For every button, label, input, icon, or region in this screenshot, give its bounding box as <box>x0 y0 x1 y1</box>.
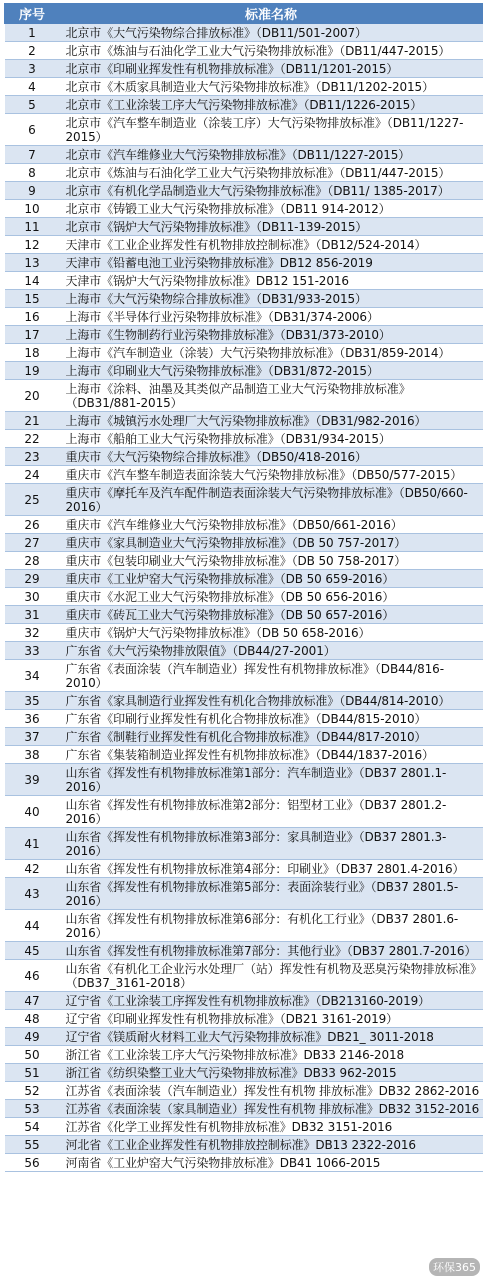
table-row <box>5 218 483 236</box>
watermark: 环保365 <box>429 1258 480 1276</box>
table-row <box>5 860 483 878</box>
row-number: 17 <box>5 326 60 344</box>
standards-table <box>4 3 483 1172</box>
row-number: 26 <box>5 516 60 534</box>
row-number: 6 <box>5 114 60 146</box>
table-row <box>5 1154 483 1172</box>
row-number: 33 <box>5 642 60 660</box>
table-row <box>5 588 483 606</box>
table-row <box>5 828 483 860</box>
table-row <box>5 942 483 960</box>
row-number: 2 <box>5 42 60 60</box>
standard-name: 广东省《印刷行业挥发性有机化合物排放标准》（DB44/815-2010） <box>60 710 483 728</box>
row-number: 25 <box>5 484 60 516</box>
table-row <box>5 1100 483 1118</box>
table-row <box>5 484 483 516</box>
standard-name: 北京市《印刷业挥发性有机物排放标准》（DB11/1201-2015） <box>60 60 483 78</box>
standard-name: 山东省《挥发性有机物排放标准第3部分：家具制造业》（DB37 2801.3-2016） <box>60 828 483 860</box>
row-number: 13 <box>5 254 60 272</box>
table-row <box>5 430 483 448</box>
standard-name: 上海市《印刷业大气污染物排放标准》（DB31/872-2015） <box>60 362 483 380</box>
row-number: 16 <box>5 308 60 326</box>
row-number: 22 <box>5 430 60 448</box>
table-row <box>5 710 483 728</box>
standard-name: 重庆市《工业炉窑大气污染物排放标准》（DB 50 659-2016） <box>60 570 483 588</box>
row-number: 15 <box>5 290 60 308</box>
table-row <box>5 254 483 272</box>
table-row <box>5 466 483 484</box>
table-row <box>5 182 483 200</box>
standard-name: 北京市《锅炉大气污染物排放标准》（DB11-139-2015） <box>60 218 483 236</box>
table-row <box>5 552 483 570</box>
table-row <box>5 1136 483 1154</box>
table-row <box>5 380 483 412</box>
table-row <box>5 960 483 992</box>
header-name: 标准名称 <box>60 4 483 24</box>
table-row <box>5 412 483 430</box>
standard-name: 重庆市《锅炉大气污染物排放标准》（DB 50 658-2016） <box>60 624 483 642</box>
table-row <box>5 764 483 796</box>
table-row <box>5 308 483 326</box>
standard-name: 北京市《铸锻工业大气污染物排放标准》（DB11 914-2012） <box>60 200 483 218</box>
row-number: 32 <box>5 624 60 642</box>
standard-name: 河南省《工业炉窑大气污染物排放标准》DB41 1066-2015 <box>60 1154 483 1172</box>
row-number: 4 <box>5 78 60 96</box>
table-row <box>5 606 483 624</box>
standard-name: 河北省《工业企业挥发性有机物排放控制标准》DB13 2322-2016 <box>60 1136 483 1154</box>
row-number: 24 <box>5 466 60 484</box>
row-number: 47 <box>5 992 60 1010</box>
standard-name: 山东省《挥发性有机物排放标准第6部分：有机化工行业》（DB37 2801.6-2016） <box>60 910 483 942</box>
row-number: 50 <box>5 1046 60 1064</box>
table-row <box>5 878 483 910</box>
row-number: 41 <box>5 828 60 860</box>
standard-name: 辽宁省《镁质耐火材料工业大气污染物排放标准》DB21_ 3011-2018 <box>60 1028 483 1046</box>
row-number: 38 <box>5 746 60 764</box>
standard-name: 北京市《汽车整车制造业（涂装工序）大气污染物排放标准》（DB11/1227-2015） <box>60 114 483 146</box>
table-row <box>5 290 483 308</box>
standard-name: 江苏省《表面涂装（家具制造业）挥发性有机物 排放标准》DB32 3152-2016 <box>60 1100 483 1118</box>
standard-name: 上海市《半导体行业污染物排放标准》（DB31/374-2006） <box>60 308 483 326</box>
row-number: 56 <box>5 1154 60 1172</box>
row-number: 31 <box>5 606 60 624</box>
row-number: 19 <box>5 362 60 380</box>
standard-name: 上海市《城镇污水处理厂大气污染物排放标准》（DB31/982-2016） <box>60 412 483 430</box>
row-number: 11 <box>5 218 60 236</box>
standard-name: 江苏省《化学工业挥发性有机物排放标准》DB32 3151-2016 <box>60 1118 483 1136</box>
table-row <box>5 796 483 828</box>
table-row <box>5 78 483 96</box>
standard-name: 山东省《挥发性有机物排放标准第2部分：铝型材工业》（DB37 2801.2-2016） <box>60 796 483 828</box>
row-number: 10 <box>5 200 60 218</box>
standard-name: 北京市《工业涂装工序大气污染物排放标准》（DB11/1226-2015） <box>60 96 483 114</box>
standard-name: 北京市《汽车维修业大气污染物排放标准》（DB11/1227-2015） <box>60 146 483 164</box>
standard-name: 上海市《船舶工业大气污染物排放标准》（DB31/934-2015） <box>60 430 483 448</box>
standard-name: 浙江省《纺织染整工业大气污染物排放标准》DB33 962-2015 <box>60 1064 483 1082</box>
row-number: 36 <box>5 710 60 728</box>
row-number: 21 <box>5 412 60 430</box>
row-number: 35 <box>5 692 60 710</box>
row-number: 48 <box>5 1010 60 1028</box>
standard-name: 浙江省《工业涂装工序大气污染物排放标准》DB33 2146-2018 <box>60 1046 483 1064</box>
table-row <box>5 1082 483 1100</box>
standard-name: 上海市《生物制药行业污染物排放标准》（DB31/373-2010） <box>60 326 483 344</box>
standard-name: 重庆市《包装印刷业大气污染物排放标准》（DB 50 758-2017） <box>60 552 483 570</box>
standard-name: 重庆市《摩托车及汽车配件制造表面涂装大气污染物排放标准》（DB50/660-2016） <box>60 484 483 516</box>
row-number: 3 <box>5 60 60 78</box>
row-number: 52 <box>5 1082 60 1100</box>
standard-name: 辽宁省《工业涂装工序挥发性有机物排放标准》（DB213160-2019） <box>60 992 483 1010</box>
table-row <box>5 164 483 182</box>
standard-name: 山东省《有机化工企业污水处理厂（站）挥发性有机物及恶臭污染物排放标准》（DB37_3161-2018） <box>60 960 483 992</box>
row-number: 34 <box>5 660 60 692</box>
table-row <box>5 728 483 746</box>
standard-name: 天津市《锅炉大气污染物排放标准》DB12 151-2016 <box>60 272 483 290</box>
row-number: 8 <box>5 164 60 182</box>
row-number: 12 <box>5 236 60 254</box>
table-row <box>5 96 483 114</box>
row-number: 37 <box>5 728 60 746</box>
standard-name: 山东省《挥发性有机物排放标准第1部分：汽车制造业》（DB37 2801.1-2016） <box>60 764 483 796</box>
standard-name: 重庆市《砖瓦工业大气污染物排放标准》（DB 50 657-2016） <box>60 606 483 624</box>
row-number: 29 <box>5 570 60 588</box>
table-row <box>5 624 483 642</box>
table-row <box>5 534 483 552</box>
row-number: 28 <box>5 552 60 570</box>
row-number: 1 <box>5 24 60 42</box>
table-row <box>5 146 483 164</box>
table-row <box>5 660 483 692</box>
row-number: 18 <box>5 344 60 362</box>
table-row <box>5 200 483 218</box>
standard-name: 广东省《大气污染物排放限值》（DB44/27-2001） <box>60 642 483 660</box>
table-row <box>5 326 483 344</box>
row-number: 5 <box>5 96 60 114</box>
table-row <box>5 60 483 78</box>
table-row <box>5 362 483 380</box>
standard-name: 辽宁省《印刷业挥发性有机物排放标准》（DB21 3161-2019） <box>60 1010 483 1028</box>
standard-name: 山东省《挥发性有机物排放标准第5部分：表面涂装行业》（DB37 2801.5-2016） <box>60 878 483 910</box>
table-row <box>5 1064 483 1082</box>
table-row <box>5 42 483 60</box>
row-number: 27 <box>5 534 60 552</box>
standard-name: 广东省《表面涂装（汽车制造业）挥发性有机物排放标准》（DB44/816-2010） <box>60 660 483 692</box>
standard-name: 重庆市《大气污染物综合排放标准》（DB50/418-2016） <box>60 448 483 466</box>
row-number: 46 <box>5 960 60 992</box>
row-number: 40 <box>5 796 60 828</box>
standard-name: 广东省《家具制造行业挥发性有机化合物排放标准》（DB44/814-2010） <box>60 692 483 710</box>
row-number: 7 <box>5 146 60 164</box>
standard-name: 上海市《汽车制造业（涂装）大气污染物排放标准》（DB31/859-2014） <box>60 344 483 362</box>
row-number: 55 <box>5 1136 60 1154</box>
row-number: 43 <box>5 878 60 910</box>
table-row <box>5 114 483 146</box>
standard-name: 北京市《炼油与石油化学工业大气污染物排放标准》（DB11/447-2015） <box>60 164 483 182</box>
row-number: 49 <box>5 1028 60 1046</box>
table-row <box>5 272 483 290</box>
row-number: 30 <box>5 588 60 606</box>
standard-name: 北京市《有机化学品制造业大气污染物排放标准》（DB11/ 1385-2017） <box>60 182 483 200</box>
header-num: 序号 <box>5 4 60 24</box>
table-row <box>5 642 483 660</box>
standard-name: 重庆市《汽车维修业大气污染物排放标准》（DB50/661-2016） <box>60 516 483 534</box>
standard-name: 山东省《挥发性有机物排放标准第7部分：其他行业》（DB37 2801.7-2016） <box>60 942 483 960</box>
standard-name: 山东省《挥发性有机物排放标准第4部分：印刷业》（DB37 2801.4-2016） <box>60 860 483 878</box>
table-row <box>5 344 483 362</box>
standard-name: 北京市《炼油与石油化学工业大气污染物排放标准》（DB11/447-2015） <box>60 42 483 60</box>
standard-name: 北京市《大气污染物综合排放标准》（DB11/501-2007） <box>60 24 483 42</box>
row-number: 9 <box>5 182 60 200</box>
table-row <box>5 24 483 42</box>
standard-name: 天津市《工业企业挥发性有机物排放控制标准》（DB12/524-2014） <box>60 236 483 254</box>
table-row <box>5 1046 483 1064</box>
table-row <box>5 910 483 942</box>
standard-name: 广东省《制鞋行业挥发性有机化合物排放标准》（DB44/817-2010） <box>60 728 483 746</box>
table-row <box>5 448 483 466</box>
standard-name: 北京市《木质家具制造业大气污染物排放标准》（DB11/1202-2015） <box>60 78 483 96</box>
row-number: 54 <box>5 1118 60 1136</box>
standard-name: 重庆市《汽车整车制造表面涂装大气污染物排放标准》（DB50/577-2015） <box>60 466 483 484</box>
table-row <box>5 1118 483 1136</box>
row-number: 39 <box>5 764 60 796</box>
row-number: 44 <box>5 910 60 942</box>
table-row <box>5 992 483 1010</box>
standard-name: 上海市《大气污染物综合排放标准》（DB31/933-2015） <box>60 290 483 308</box>
row-number: 20 <box>5 380 60 412</box>
table-row <box>5 1010 483 1028</box>
table-row <box>5 516 483 534</box>
table-row <box>5 692 483 710</box>
standard-name: 重庆市《水泥工业大气污染物排放标准》（DB 50 656-2016） <box>60 588 483 606</box>
table-body <box>5 24 483 1172</box>
standard-name: 广东省《集装箱制造业挥发性有机物排放标准》（DB44/1837-2016） <box>60 746 483 764</box>
row-number: 23 <box>5 448 60 466</box>
table-header-row <box>5 4 483 24</box>
row-number: 45 <box>5 942 60 960</box>
row-number: 42 <box>5 860 60 878</box>
standard-name: 上海市《涂料、油墨及其类似产品制造工业大气污染物排放标准》（DB31/881-2015） <box>60 380 483 412</box>
row-number: 53 <box>5 1100 60 1118</box>
standard-name: 江苏省《表面涂装（汽车制造业）挥发性有机物 排放标准》DB32 2862-2016 <box>60 1082 483 1100</box>
standard-name: 重庆市《家具制造业大气污染物排放标准》（DB 50 757-2017） <box>60 534 483 552</box>
standard-name: 天津市《铅蓄电池工业污染物排放标准》DB12 856-2019 <box>60 254 483 272</box>
table-row <box>5 1028 483 1046</box>
row-number: 14 <box>5 272 60 290</box>
row-number: 51 <box>5 1064 60 1082</box>
table-row <box>5 570 483 588</box>
table-row <box>5 746 483 764</box>
table-row <box>5 236 483 254</box>
